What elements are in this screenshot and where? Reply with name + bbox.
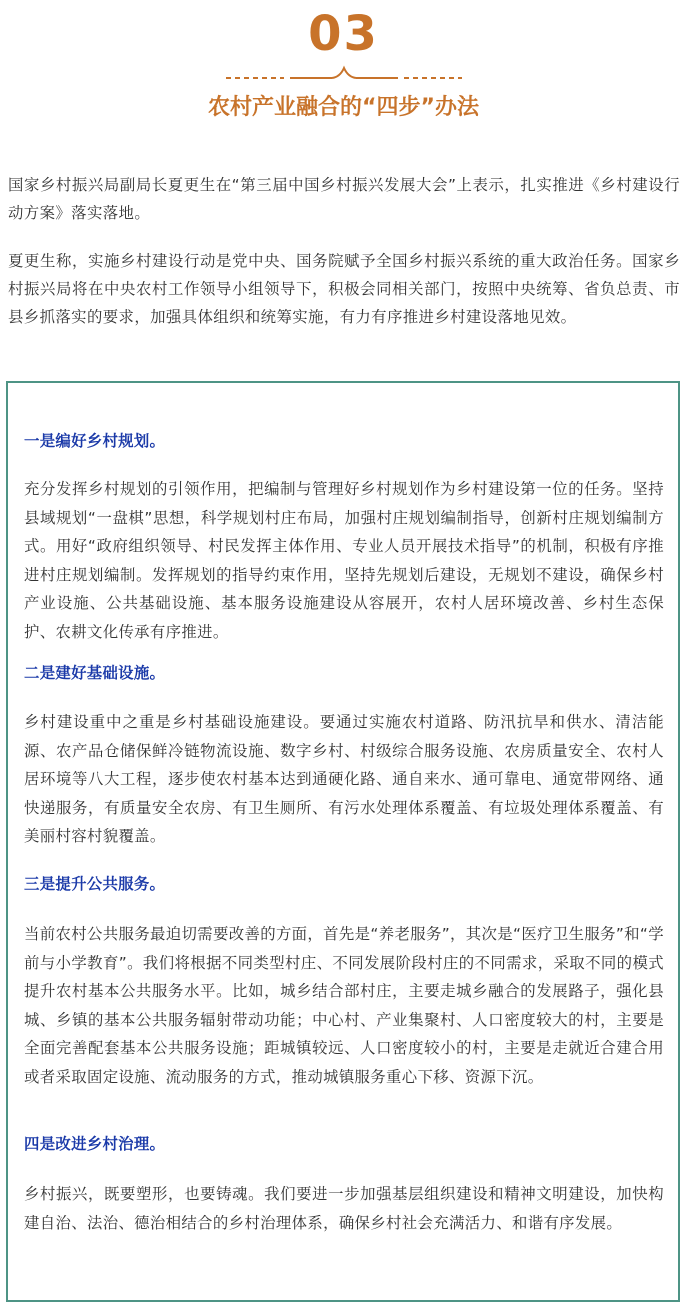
subtitle-governance: 四是改进乡村治理。 — [24, 1135, 166, 1153]
body-governance: 乡村振兴，既要塑形，也要铸魂。我们要进一步加强基层组织建设和精神文明建设，加快构建自治、法治、德治相结合的乡村治理体系，确保乡村社会充满活力、和谐有序发展。 — [24, 1185, 664, 1232]
section-header — [0, 0, 687, 140]
body-infrastructure: 乡村建设重中之重是乡村基础设施建设。要通过实施农村道路、防汛抗旱和供水、清洁能源、农产品仓储保鲜冷链物流设施、数字乡村、村级综合服务设施、农房质量安全、农村人居环境等八大工程，逐步使农村基本达到通硬化路、通自来水、通可靠电、通宽带网络、通快递服务，有质量安全农房、有卫生厕所、有污水处理体系覆盖、有垃圾处理体系覆盖、有美丽村容村貌覆盖。 — [24, 713, 664, 845]
intro-paragraph-1: 国家乡村振兴局副局长夏更生在“第三届中国乡村振兴发展大会”上表示，扎实推进《乡村建设行动方案》落实落地。 — [8, 176, 680, 222]
intro-paragraph-2: 夏更生称，实施乡村建设行动是党中央、国务院赋予全国乡村振兴系统的重大政治任务。国家乡村振兴局将在中央农村工作领导小组领导下，积极会同相关部门，按照中央统筹、省负总责、市县乡抓落实的要求，加强具体组织和统筹实施，有力有序推进乡村建设落地见效。 — [8, 252, 680, 326]
subtitle-planning: 一是编好乡村规划。 — [24, 432, 166, 450]
ornamental-divider — [224, 63, 464, 83]
body-planning: 充分发挥乡村规划的引领作用，把编制与管理好乡村规划作为乡村建设第一位的任务。坚持县域规划“一盘棋”思想，科学规划村庄布局，加强村庄规划编制指导，创新村庄规划编制方式。用好“政府组织领导、村民发挥主体作用、专业人员开展技术指导”的机制，积极有序推进村庄规划编制。发挥规划的指导约束作用，坚持先规划后建设，无规划不建设，确保乡村产业设施、公共基础设施、基本服务设施建设从容展开，农村人居环境改善、乡村生态保护、农耕文化传承有序推进。 — [24, 480, 664, 641]
section-number: 03 — [308, 6, 379, 62]
section-title: 农村产业融合的“四步”办法 — [208, 95, 479, 120]
subtitle-infrastructure: 二是建好基础设施。 — [24, 664, 166, 682]
body-public-services: 当前农村公共服务最迫切需要改善的方面，首先是“养老服务”，其次是“医疗卫生服务”和“学前与小学教育”。我们将根据不同类型村庄、不同发展阶段村庄的不同需求，采取不同的模式提升农村基本公共服务水平。比如，城乡结合部村庄，主要走城乡融合的发展路子，强化县城、乡镇的基本公共服务辐射带动功能；中心村、产业集聚村、人口密度较大的村，主要是全面完善配套基本公共服务设施；距城镇较远、人口密度较小的村，主要是走就近合建合用或者采取固定设施、流动服务的方式，推动城镇服务重心下移、资源下沉。 — [24, 925, 664, 1086]
subtitle-public-services: 三是提升公共服务。 — [24, 875, 166, 893]
measures-box — [6, 381, 680, 1302]
